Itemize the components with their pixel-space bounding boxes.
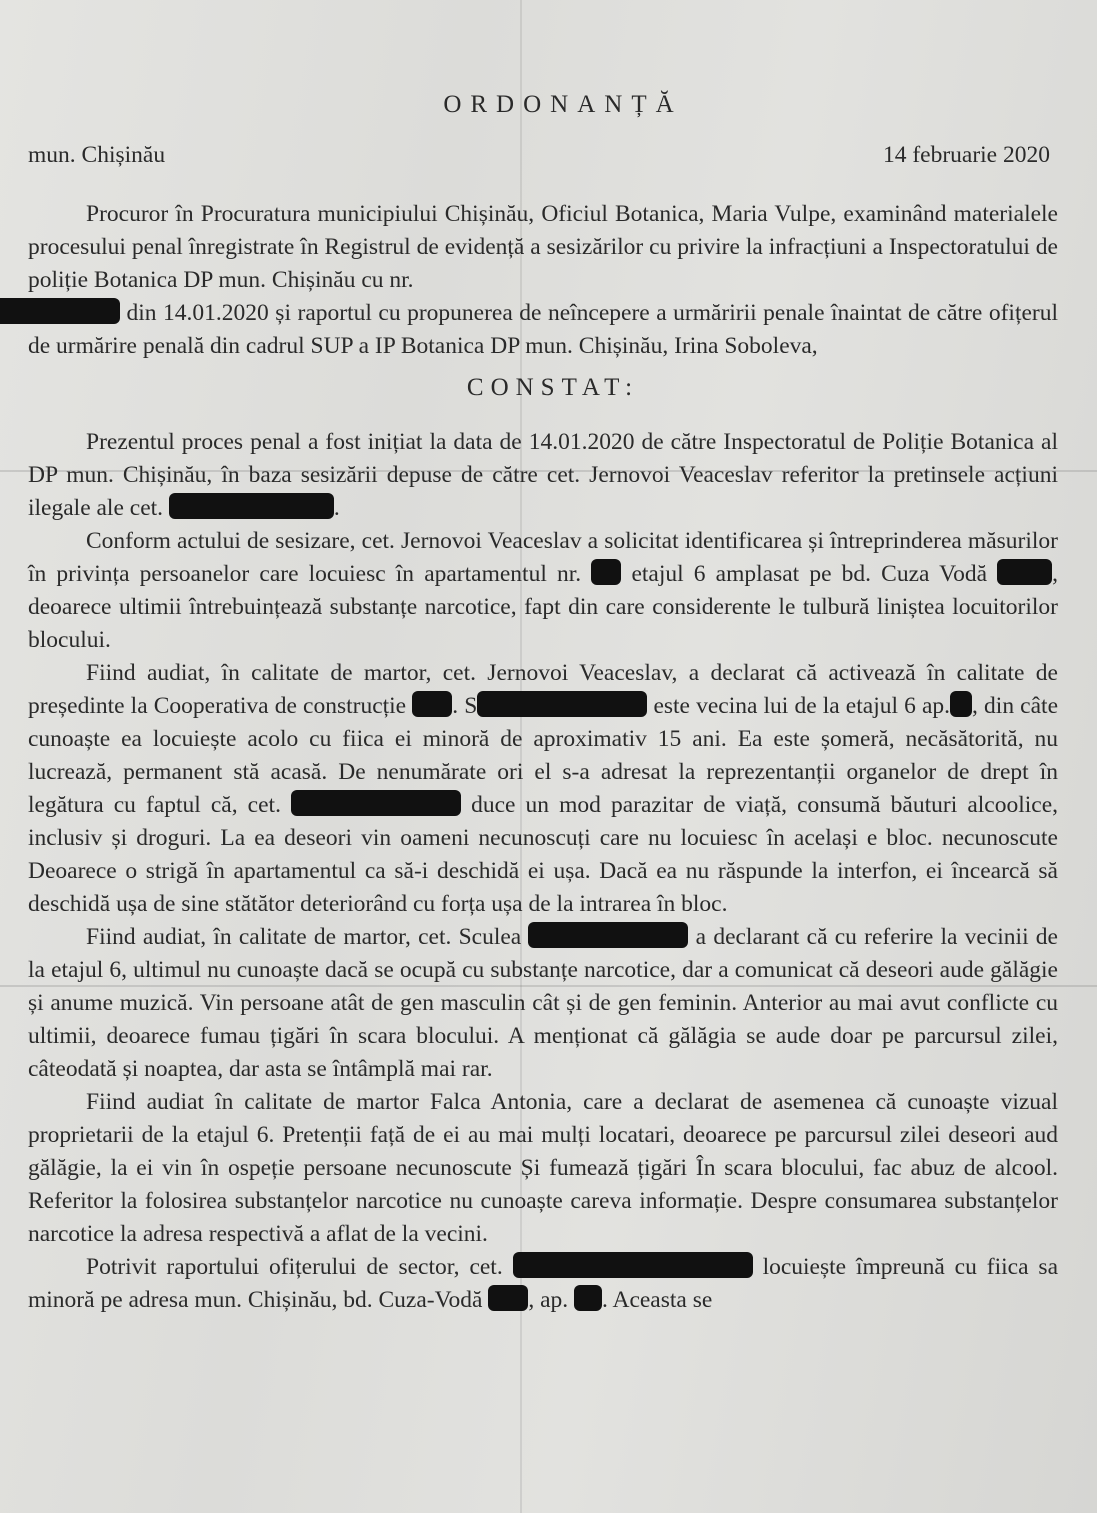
redaction-mark xyxy=(488,1285,528,1311)
text-segment: locuiește împreună cu fiica sa minoră pe adresa mun. Chișinău, bd. Cuza-Vodă xyxy=(28,1254,1059,1313)
text-segment: , ap. xyxy=(528,1287,569,1313)
text-segment: etajul 6 amplasat pe bd. Cuza Vodă xyxy=(631,561,988,587)
place-date-row xyxy=(28,139,1058,172)
redaction-mark xyxy=(574,1285,602,1311)
redaction-mark xyxy=(950,691,972,717)
text-segment: . S xyxy=(452,693,478,719)
redaction-mark xyxy=(291,790,461,816)
intro-paragraph xyxy=(28,198,1058,363)
paragraph xyxy=(28,426,1058,525)
paragraph xyxy=(28,657,1058,921)
text-segment: Fiind audiat, în calitate de martor, cet. Jernovoi Veaceslav, a declarat că activează în calitate de președinte la Cooperativa de construcție xyxy=(28,660,1058,719)
paragraph xyxy=(28,1086,1058,1251)
document-title: ORDONANȚĂ xyxy=(443,91,683,118)
text-segment: . xyxy=(333,495,340,521)
redaction-mark xyxy=(513,1252,753,1278)
text-segment: , din câte cunoaște ea locuiește acolo cu fiica ei minoră de aproximativ 15 ani. Ea este șomeră, necăsătorită, nu lucrează, permanent stă acasă. De nenumărate ori el s-a adresat la reprezentanții organelor de drept în legătura cu faptul că, cet. xyxy=(28,693,1058,818)
paragraph xyxy=(28,921,1058,1086)
date: 14 februarie 2020 xyxy=(882,142,1050,168)
place: mun. Chișinău xyxy=(28,142,166,168)
text-segment: a declarant că cu referire la vecinii de la etajul 6, ultimul nu cunoaște dacă se ocupă cu substanțe narcotice, dar a comunicat că deseori aude gălăgie și anume muzică. Vin persoane atât de gen masculin cât și de gen feminin. Anterior au mai avut conflicte cu ultimii, deoarece fumau țigări în scara blocului. A menționat că gălăgia se aude doar pe parcursul zilei, câteodată și noaptea, dar asta se întâmplă mai rar. xyxy=(28,924,1058,1082)
text-segment: Conform actului de sesizare, cet. Jernovoi Veaceslav a solicitat identificarea și întreprinderea măsurilor în privința persoanelor care locuiesc în apartamentul nr. xyxy=(28,528,1058,587)
redaction-mark xyxy=(528,922,688,948)
text-segment: . Aceasta se xyxy=(602,1287,713,1313)
text-segment: Procuror în Procuratura municipiului Chișinău, Oficiul Botanica, Maria Vulpe, examinând materialele procesului penal înregistrate în Registrul de evidență a sesizărilor cu privire la infracțiuni a Inspectoratului de poliție Botanica DP mun. Chișinău cu nr. xyxy=(28,201,1058,293)
redaction-mark xyxy=(591,559,621,585)
paragraph xyxy=(28,1251,1058,1317)
text-segment: este vecina lui de la etajul 6 ap. xyxy=(653,693,951,719)
redaction-mark xyxy=(412,691,452,717)
paragraph xyxy=(28,525,1058,657)
text-segment: , deoarece ultimii întrebuințează substanțe narcotice, fapt din care considerente le tulbură liniștea locuitorilor blocului. xyxy=(28,561,1059,653)
text-segment: din 14.01.2020 și raportul cu propunerea de neîncepere a urmăririi penale înaintat de către ofițerul de urmărire penală din cadrul SUP a IP Botanica DP mun. Chișinău, Irina Soboleva, xyxy=(28,300,1059,359)
redaction-mark xyxy=(997,559,1052,585)
text-segment: Potrivit raportului ofițerului de sector, cet. xyxy=(86,1254,503,1280)
text-segment: Fiind audiat, în calitate de martor, cet. Sculea xyxy=(86,924,522,950)
section-heading: CONSTAT: xyxy=(466,374,640,401)
text-segment: duce un mod parazitar de viață, consumă băuturi alcoolice, inclusiv și droguri. La ea deseori vin oameni necunoscuți care nu locuiesc în același e bloc. necunoscute Deoarece o strigă în apartamentul ca să-i deschidă ei ușa. Dacă ea nu răspunde la interfon, ei încearcă să deschidă ușa de sine stătător deteriorând cu forța ușa de la intrarea în bloc. xyxy=(28,792,1059,917)
redaction-mark xyxy=(477,691,647,717)
text-segment: Prezentul proces penal a fost inițiat la data de 14.01.2020 de către Inspectoratul de Poliție Botanica al DP mun. Chișinău, în baza sesizării depuse de către cet. Jernovoi Veaceslav referitor la pretinsele acțiuni ilegale ale cet. xyxy=(28,429,1058,521)
redaction-mark xyxy=(0,298,120,324)
text-segment: Fiind audiat în calitate de martor Falca Antonia, care a declarat de asemenea că cunoaște vizual proprietarii de la etajul 6. Pretenții față de ei au mai mulți locatari, deoarece pe parcursul zilei deseori aud gălăgie, la ei vin în ospeție persoane necunoscute Și fumează țigări În scara blocului, fac abuz de alcool. Referitor la folosirea substanțelor narcotice nu cunoaște careva informație. Despre consumarea substanțelor narcotice la adresa respectivă a aflat de la vecini. xyxy=(28,1089,1058,1247)
document-body xyxy=(28,88,1058,1317)
redaction-mark xyxy=(169,493,334,519)
